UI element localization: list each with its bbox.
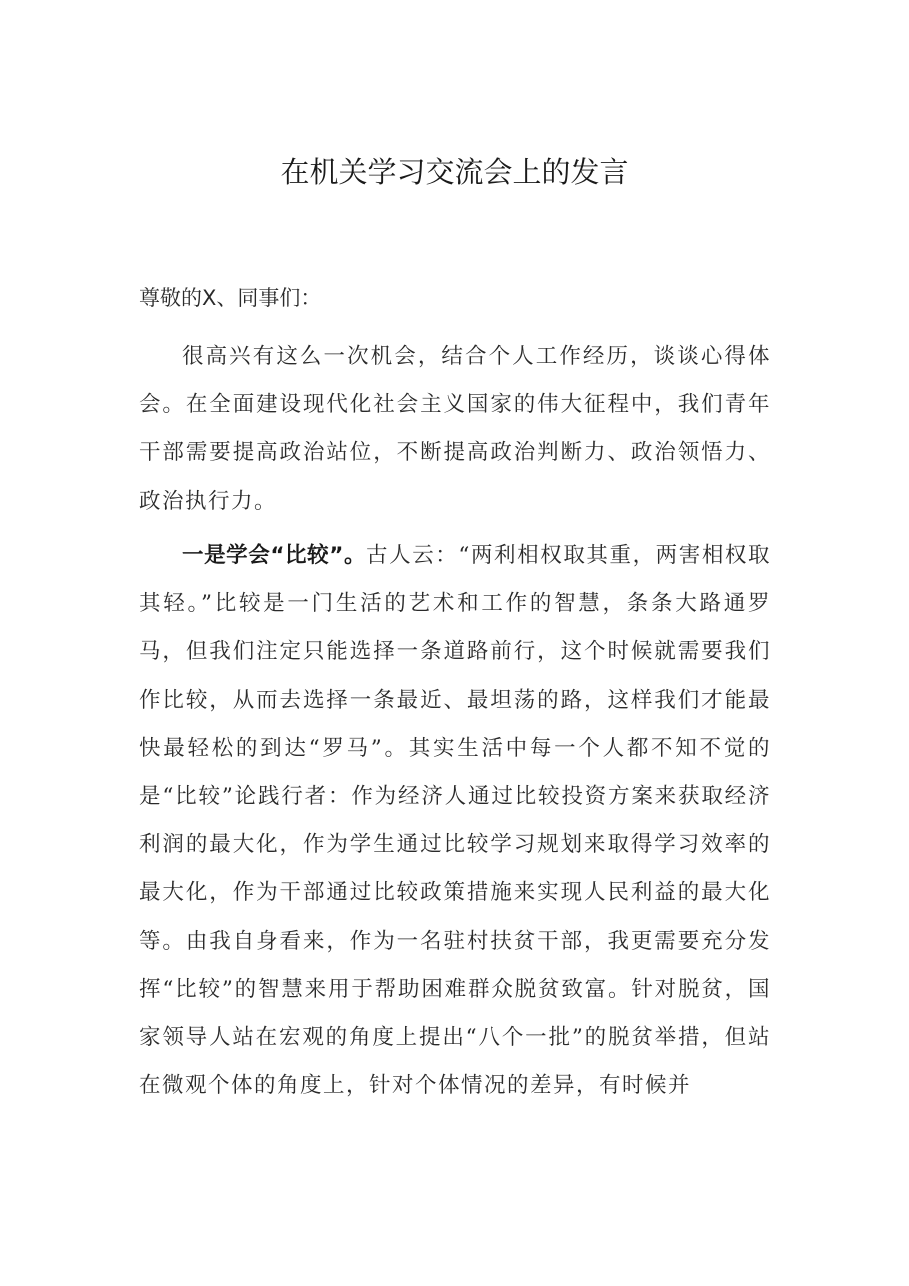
paragraph-body-text: 古人云：“两利相权取其重，两害相权取其轻。”比较是一门生活的艺术和工作的智慧，条条大路通罗马，但我们注定只能选择一条道路前行，这个时候就需要我们作比较，从而去选择一条最近、最坦荡的路，这样我们才能最快最轻松的到达“罗马”。其实生活中每一个人都不知不觉的是“比较”论践行者：作为经济人通过比较投资方案来获取经济利润的最大化，作为学生通过比较学习规划来取得学习效率的最大化，作为干部通过比较政策措施来实现人民利益的最大化等。由我自身看来，作为一名驻村扶贫干部，我更需要充分发挥“比较”的智慧来用于帮助困难群众脱贫致富。针对脱贫，国家领导人站在宏观的角度上提出“八个一批”的脱贫举措，但站在微观个体的角度上，针对个体情况的差异，有时候并 (139, 543, 772, 1099)
paragraph-intro: 很高兴有这么一次机会，结合个人工作经历，谈谈心得体会。在全面建设现代化社会主义国家的伟大征程中，我们青年干部需要提高政治站位，不断提高政治判断力、政治领悟力、政治执行力。 (139, 344, 771, 514)
paragraph-comparison (139, 532, 771, 1110)
document-title: 在机关学习交流会上的发言 (280, 155, 629, 189)
paragraph-lead-heading: 一是学会“比较”。 (182, 543, 367, 568)
salutation: 尊敬的X、同事们： (139, 286, 322, 310)
